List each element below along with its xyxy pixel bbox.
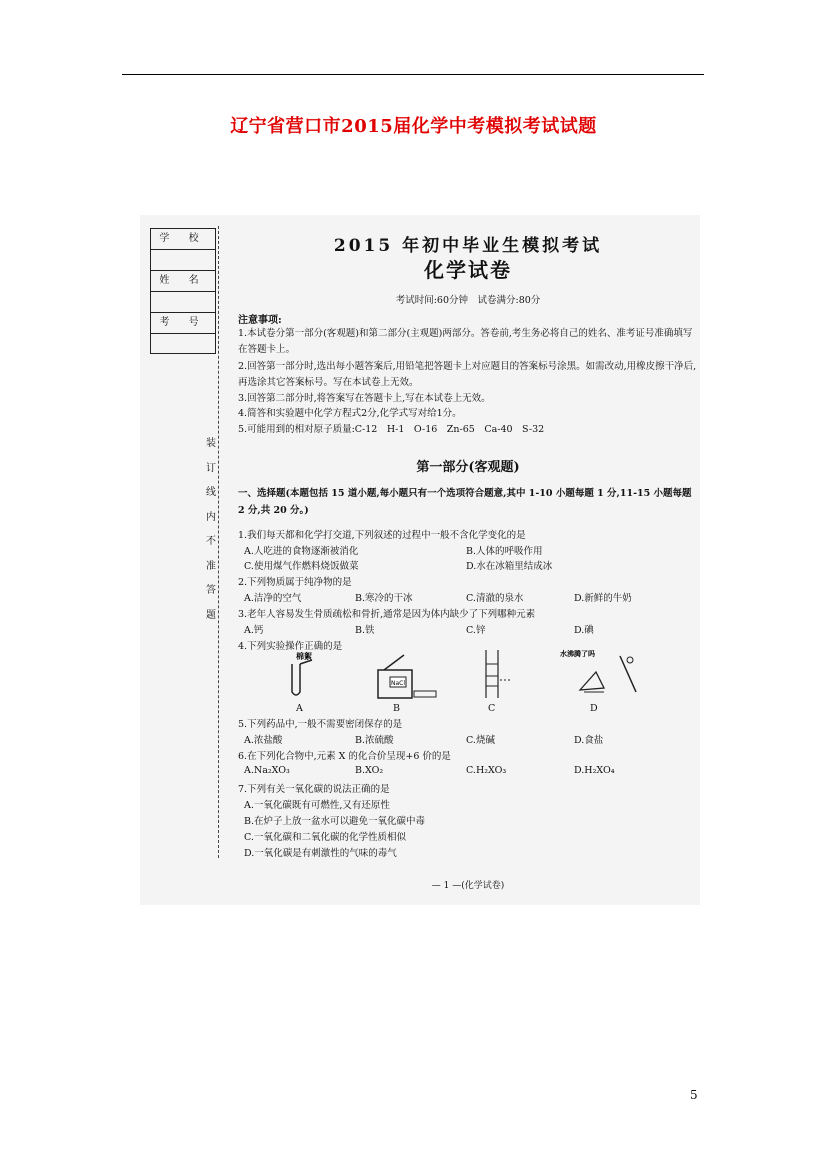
exam-number-label: 考 号 xyxy=(151,313,215,334)
question-option: C.锌 xyxy=(466,625,486,636)
binding-char: 准 xyxy=(206,560,216,572)
binding-char: 答 xyxy=(206,585,216,596)
question-option: C.H₂XO₃ xyxy=(466,765,507,776)
binding-char: 订 xyxy=(206,462,216,474)
boiling-label: 水沸腾了吗 xyxy=(560,650,595,658)
question-option: D.新鲜的牛奶 xyxy=(574,593,632,604)
question-option: D.食盐 xyxy=(574,735,604,746)
binding-notice xyxy=(204,432,218,628)
question-option: B.浓硫酸 xyxy=(355,735,394,746)
note-item: 2.回答第一部分时,选出每小题答案后,用铅笔把答题卡上对应题目的答案标号涂黑。如需改动,用橡皮擦干净后,再选涂其它答案标号。写在本试卷上无效。 xyxy=(238,361,697,388)
heating-figure xyxy=(560,648,650,700)
question-option: C.使用煤气作燃料烧饭做菜 xyxy=(244,561,359,572)
exam-subject: 化学试卷 xyxy=(424,258,512,282)
test-tube-figure xyxy=(282,650,322,700)
note-item: 3.回答第二部分时,将答案写在答题卡上,写在本试卷上无效。 xyxy=(238,393,491,404)
question-option: D.水在冰箱里结成冰 xyxy=(466,561,553,572)
question-option: B.人体的呼吸作用 xyxy=(466,546,543,557)
binding-line xyxy=(218,226,219,858)
nacl-label: NaCl xyxy=(391,680,406,687)
question-option: B.在炉子上放一盆水可以避免一氧化碳中毒 xyxy=(244,816,426,827)
question-option: D.一氧化碳是有刺激性的气味的毒气 xyxy=(244,848,397,859)
notes-title: 注意事项: xyxy=(238,315,282,326)
question-option: A.洁净的空气 xyxy=(244,593,302,604)
question-option: B.XO₂ xyxy=(355,765,384,776)
question-option: D.H₂XO₄ xyxy=(574,765,615,776)
question-stem: 3.老年人容易发生骨质疏松和骨折,通常是因为体内缺少了下列哪种元素 xyxy=(238,609,536,620)
question-option: C.一氧化碳和二氧化碳的化学性质相似 xyxy=(244,832,406,843)
section-title: 第一部分(客观题) xyxy=(416,460,520,475)
note-item: 5.可能用到的相对原子质量:C-12 H-1 O-16 Zn-65 Ca-40 S-32 xyxy=(238,424,545,435)
question-option: A.浓盐酸 xyxy=(244,735,283,746)
question-stem: 6.在下列化合物中,元素 X 的化合价呈现+6 价的是 xyxy=(238,751,451,762)
question-option: C.烧碱 xyxy=(466,735,495,746)
question-stem: 4.下列实验操作正确的是 xyxy=(238,641,343,652)
question-stem: 1.我们每天都和化学打交道,下列叙述的过程中一般不含化学变化的是 xyxy=(238,530,526,541)
graduated-cylinder-figure xyxy=(478,650,518,702)
question-option: D.碘 xyxy=(574,625,594,636)
school-field xyxy=(151,250,215,271)
name-label: 姓 名 xyxy=(151,271,215,292)
binding-char: 题 xyxy=(206,609,216,621)
exam-title: 2015 年初中毕业生模拟考试 xyxy=(333,236,603,256)
binding-char: 装 xyxy=(206,438,216,449)
cotton-label: 棉絮 xyxy=(296,652,312,661)
question-stem: 5.下列药品中,一般不需要密闭保存的是 xyxy=(238,719,403,730)
school-label: 学 校 xyxy=(151,229,215,250)
question-stem: 7.下列有关一氧化碳的说法正确的是 xyxy=(238,784,390,795)
question-option: B.寒冷的干冰 xyxy=(355,593,413,604)
note-item: 4.简答和实验题中化学方程式2分,化学式写对给1分。 xyxy=(238,408,462,419)
section-instruction: 一、选择题(本题包括 15 道小题,每小题只有一个选项符合题意,其中 1-10 小题每题 1 分,11-15 小题每题 2 分,共 20 分。) xyxy=(238,488,692,516)
question-option: D xyxy=(590,703,598,714)
question-option: B xyxy=(393,703,400,714)
question-option: A.Na₂XO₃ xyxy=(244,765,290,776)
exam-meta: 考试时间:60分钟 试卷满分:80分 xyxy=(395,295,541,306)
weighing-figure xyxy=(370,655,440,701)
question-option: A.人吃进的食物逐渐被消化 xyxy=(244,546,359,557)
question-option: A.钙 xyxy=(244,625,264,636)
binding-char: 内 xyxy=(206,511,216,523)
question-option: C xyxy=(488,703,496,714)
question-stem: 2.下列物质属于纯净物的是 xyxy=(238,577,352,588)
page-number: 5 xyxy=(690,1088,698,1102)
top-rule xyxy=(122,74,704,75)
question-option: A.一氧化碳既有可燃性,又有还原性 xyxy=(244,800,390,811)
binding-char: 线 xyxy=(206,487,216,498)
question-option: B.铁 xyxy=(355,625,375,636)
document-title: 辽宁省营口市2015届化学中考模拟考试试题 xyxy=(230,116,597,137)
question-option: C.清澈的泉水 xyxy=(466,593,524,604)
name-field xyxy=(151,292,215,313)
scanned-exam-page xyxy=(140,215,700,905)
binding-char: 不 xyxy=(206,536,216,547)
exam-number-field xyxy=(151,334,215,354)
exam-footer: — 1 —(化学试卷) xyxy=(431,881,505,891)
note-item: 1.本试卷分第一部分(客观题)和第二部分(主观题)两部分。答卷前,考生务必将自己的姓名、准考证号准确填写在答题卡上。 xyxy=(238,328,693,355)
question-option: A xyxy=(296,703,303,714)
student-info-box xyxy=(150,228,216,354)
